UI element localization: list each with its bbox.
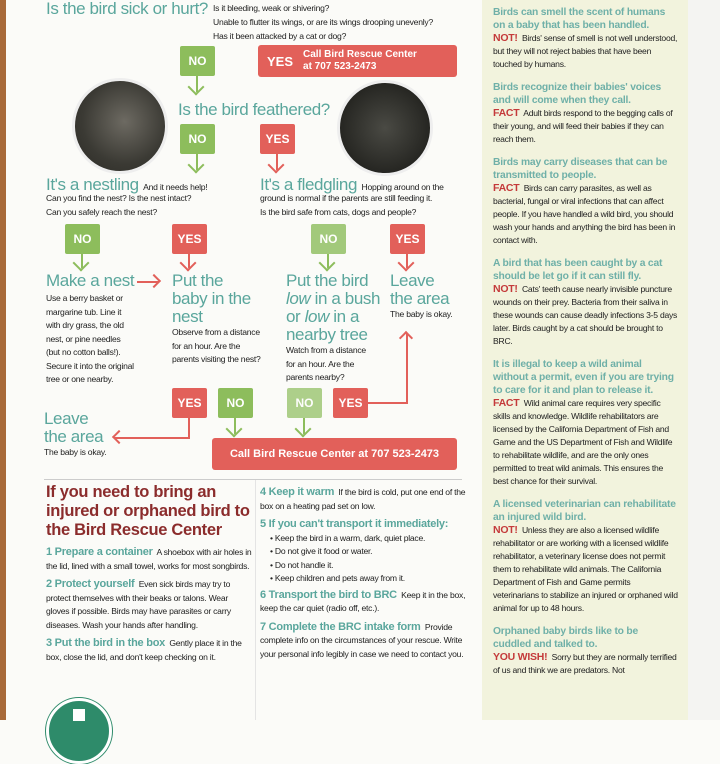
leave-area-right-text: The baby is okay. [390,309,453,319]
myth-text: Unless they are also a licensed wildlife rehabilitator or are working with a licensed wildlife rehabilitator, a veterinary license does not permit them to rehabilitate wild animals. The California Department of Fish and Game permits veterinarians to stabilize an injured or orphaned wild animal for up to 48 hours. [493,525,678,613]
q1-title: Is the bird sick or hurt? [46,0,208,18]
step [46,637,252,664]
myth-item [493,358,678,488]
put-baby-yes-box: YES [172,388,207,418]
q1-line: Is it bleeding, weak or shivering? [213,3,330,13]
myth-text: Sorry but they are normally terrified of us and think we are predators. Not [493,652,677,675]
q1-yes-call-bar [258,45,457,77]
line: ground is normal if the parents are still feeding it. [260,193,433,203]
myth-text: Wild animal care requires very specific skills and knowledge. Wildlife rehabilitators are licensed by the California Department of Fish and Game and the US Department of Fish and Wildlife to rehabilitate wildlife, and are the only ones permitted to treat wild animals. This ensures the best chance for their survival. [493,398,673,486]
photo-edge [0,0,6,720]
q1-yes-action [303,49,417,73]
myth-label: NOT! [493,32,518,44]
line: Can you safely reach the nest? [46,206,157,217]
step-head: 1 Prepare a container [46,546,153,558]
t: or [286,307,305,326]
put-baby-text: Observe from a distance for an hour. Are the parents visiting the nest? [172,327,261,364]
step [46,546,252,573]
connector-line [188,418,190,438]
make-nest-text: Use a berry basket or margarine tub. Line it with dry grass, the old nest, or pine needles (but no cotton balls!). Secure it into the original tree or one nearby. [46,293,134,384]
q2-yes-box: YES [260,124,295,154]
t: low [286,289,311,308]
arrow-down-icon [234,418,236,434]
call-phone: at 707 523-2473 [303,61,377,72]
step-text: Even sick birds may try to protect themselves with their beaks or talons. Wear gloves if possible. Birds may have parasites or carry diseases. Wash your hands after handling. [46,579,231,630]
divider [255,480,256,720]
myth-text: Cats' teeth cause nearly invisible puncture wounds on their prey. Bacteria from their saliva in these wounds can cause deadly infections 3-5 days later. Birds caught by a cat should be brought to BRC. [493,284,678,346]
arrow-down-icon [196,154,198,170]
myth-text: Birds' sense of smell is not well understood, but they will not reject babies that have been touched by humans. [493,33,678,69]
myth-item [493,81,678,146]
bird-rescue-center-logo [46,698,112,764]
myth-item [493,6,678,71]
myth-item [493,156,678,247]
myth-label: NOT! [493,524,518,536]
leave-area-left-text: The baby is okay. [44,447,107,457]
fledgling-questions [260,192,432,219]
bullet: • Keep the bird in a warm, dark, quiet place. [270,532,466,546]
t: in a [328,307,360,326]
step-text: Gently place it in the box, close the lid, and don't keep checking on it. [46,638,242,662]
line: Can you find the nest? Is the nest intact? [46,193,192,203]
call-text: Call Bird Rescue Center [303,49,417,60]
myths-list [482,6,688,677]
myth-claim: Orphaned baby birds like to be cuddled and talked to. [493,626,639,650]
arrow-down-icon [188,254,190,268]
divider [44,479,462,480]
myth-claim: Birds can smell the scent of humans on a baby that has been handled. [493,7,666,31]
nestling-yes-box: YES [172,224,207,254]
put-bird-text: Watch from a distance for an hour. Are the parents nearby? [286,345,366,382]
t: nearby tree [286,325,368,344]
step-text: A shoebox with air holes in the lid, lined with a small towel, works for most songbirds. [46,547,252,571]
arrow-down-icon [196,76,198,92]
nestling-lead: And it needs help! [143,182,208,192]
bullet: • Do not give it food or water. [270,545,466,559]
put-bird-yes-box: YES [333,388,368,418]
myth-text: Birds can carry parasites, as well as bacterial, fungal or viral infections that can affect people. If you have handled a wild bird, you should wash your hands and anything the bird has been in contact with. [493,183,676,245]
step-head: 4 Keep it warm [260,486,335,498]
put-baby-no-box: NO [218,388,253,418]
page-margin [688,0,720,720]
make-nest-title: Make a nest [46,271,135,290]
step [46,578,252,632]
line: Is the bird safe from cats, dogs and people? [260,206,417,217]
put-bird-no-box: NO [287,388,322,418]
fledgling-yes-box: YES [390,224,425,254]
leave-area-left-title: Leave the area [44,409,104,446]
myth-label: FACT [493,182,520,194]
steps-right [260,486,466,661]
q1-line: Has it been attacked by a cat or dog? [213,31,347,41]
step-head: 6 Transport the bird to BRC [260,588,397,601]
q1-questions [213,1,433,43]
q2-title: Is the bird feathered? [178,100,330,119]
myth-label: NOT! [493,283,518,295]
q1-no-box: NO [180,46,215,76]
arrow-left-icon [114,437,190,439]
step-text: Keep it in the box, keep the car quiet (radio off, etc.). [260,589,466,613]
bullet: • Do not handle it. [270,559,466,573]
put-baby-title: Put the baby in the nest [172,271,251,326]
arrow-down-icon [276,154,278,170]
put-bird-title [286,272,386,344]
q2-no-box: NO [180,124,215,154]
fledgling-photo [337,80,433,176]
myth-claim: Birds may carry diseases that can be transmitted to people. [493,157,668,181]
step-head: 2 Protect yourself [46,578,135,590]
nestling-questions [46,192,191,219]
myth-label: YOU WISH! [493,651,548,663]
myth-label: FACT [493,107,520,119]
steps-left [46,546,252,664]
bring-title: If you need to bring an injured or orphaned bird to the Bird Rescue Center [46,483,250,539]
bullet: • Keep children and pets away from it. [270,572,466,586]
step-text: Provide complete info on the circumstances of your rescue. Write your personal info legibly in case we need to contact you. [260,621,464,659]
q1-line: Unable to flutter its wings, or are its wings drooping unevenly? [213,17,433,27]
step [260,621,466,662]
fledgling-title: It's a fledgling [260,175,358,194]
arrow-down-icon [327,254,329,268]
arrow-down-icon [81,254,83,268]
myth-item [493,625,678,677]
fledgling-no-box: NO [311,224,346,254]
myth-item [493,498,678,615]
step-head: 5 If you can't transport it immediately: [260,518,449,530]
myth-claim: It is illegal to keep a wild animal without a permit, even if you are trying to care for it and plan to release it. [493,359,674,396]
arrow-up-icon [406,333,408,403]
myth-label: FACT [493,397,520,409]
myth-item [493,257,678,348]
arrow-down-icon [303,418,305,434]
t: low [304,307,329,326]
arrow-right-icon [137,281,159,283]
q1-yes-label: YES [267,53,294,69]
connector-line [368,402,408,404]
nestling-photo [72,78,168,174]
leave-area-right-title: Leave the area [390,271,450,308]
myth-text: Adult birds respond to the begging calls of their young, and will feed their babies if they can reach them. [493,108,673,144]
step-head: 3 Put the bird in the box [46,637,166,649]
step-head: 7 Complete the BRC intake form [260,620,421,633]
myth-claim: Birds recognize their babies' voices and will come when they call. [493,82,662,106]
nestling-title: It's a nestling [46,175,139,194]
t: in a bush [310,289,381,308]
step-text: If the bird is cold, put one end of the box on a heating pad set on low. [260,487,466,511]
step [260,518,466,586]
myth-claim: A bird that has been caught by a cat should be let go if it can still fly. [493,258,663,282]
arrow-down-icon [406,254,408,268]
call-rescue-bar: Call Bird Rescue Center at 707 523-2473 [212,438,457,470]
step [260,589,466,616]
nestling-no-box: NO [65,224,100,254]
step [260,486,466,513]
fledgling-lead: Hopping around on the [361,182,444,192]
myth-claim: A licensed veterinarian can rehabilitate an injured wild bird. [493,499,676,523]
t: Put the bird [286,271,369,290]
myths-sidebar [482,0,688,720]
